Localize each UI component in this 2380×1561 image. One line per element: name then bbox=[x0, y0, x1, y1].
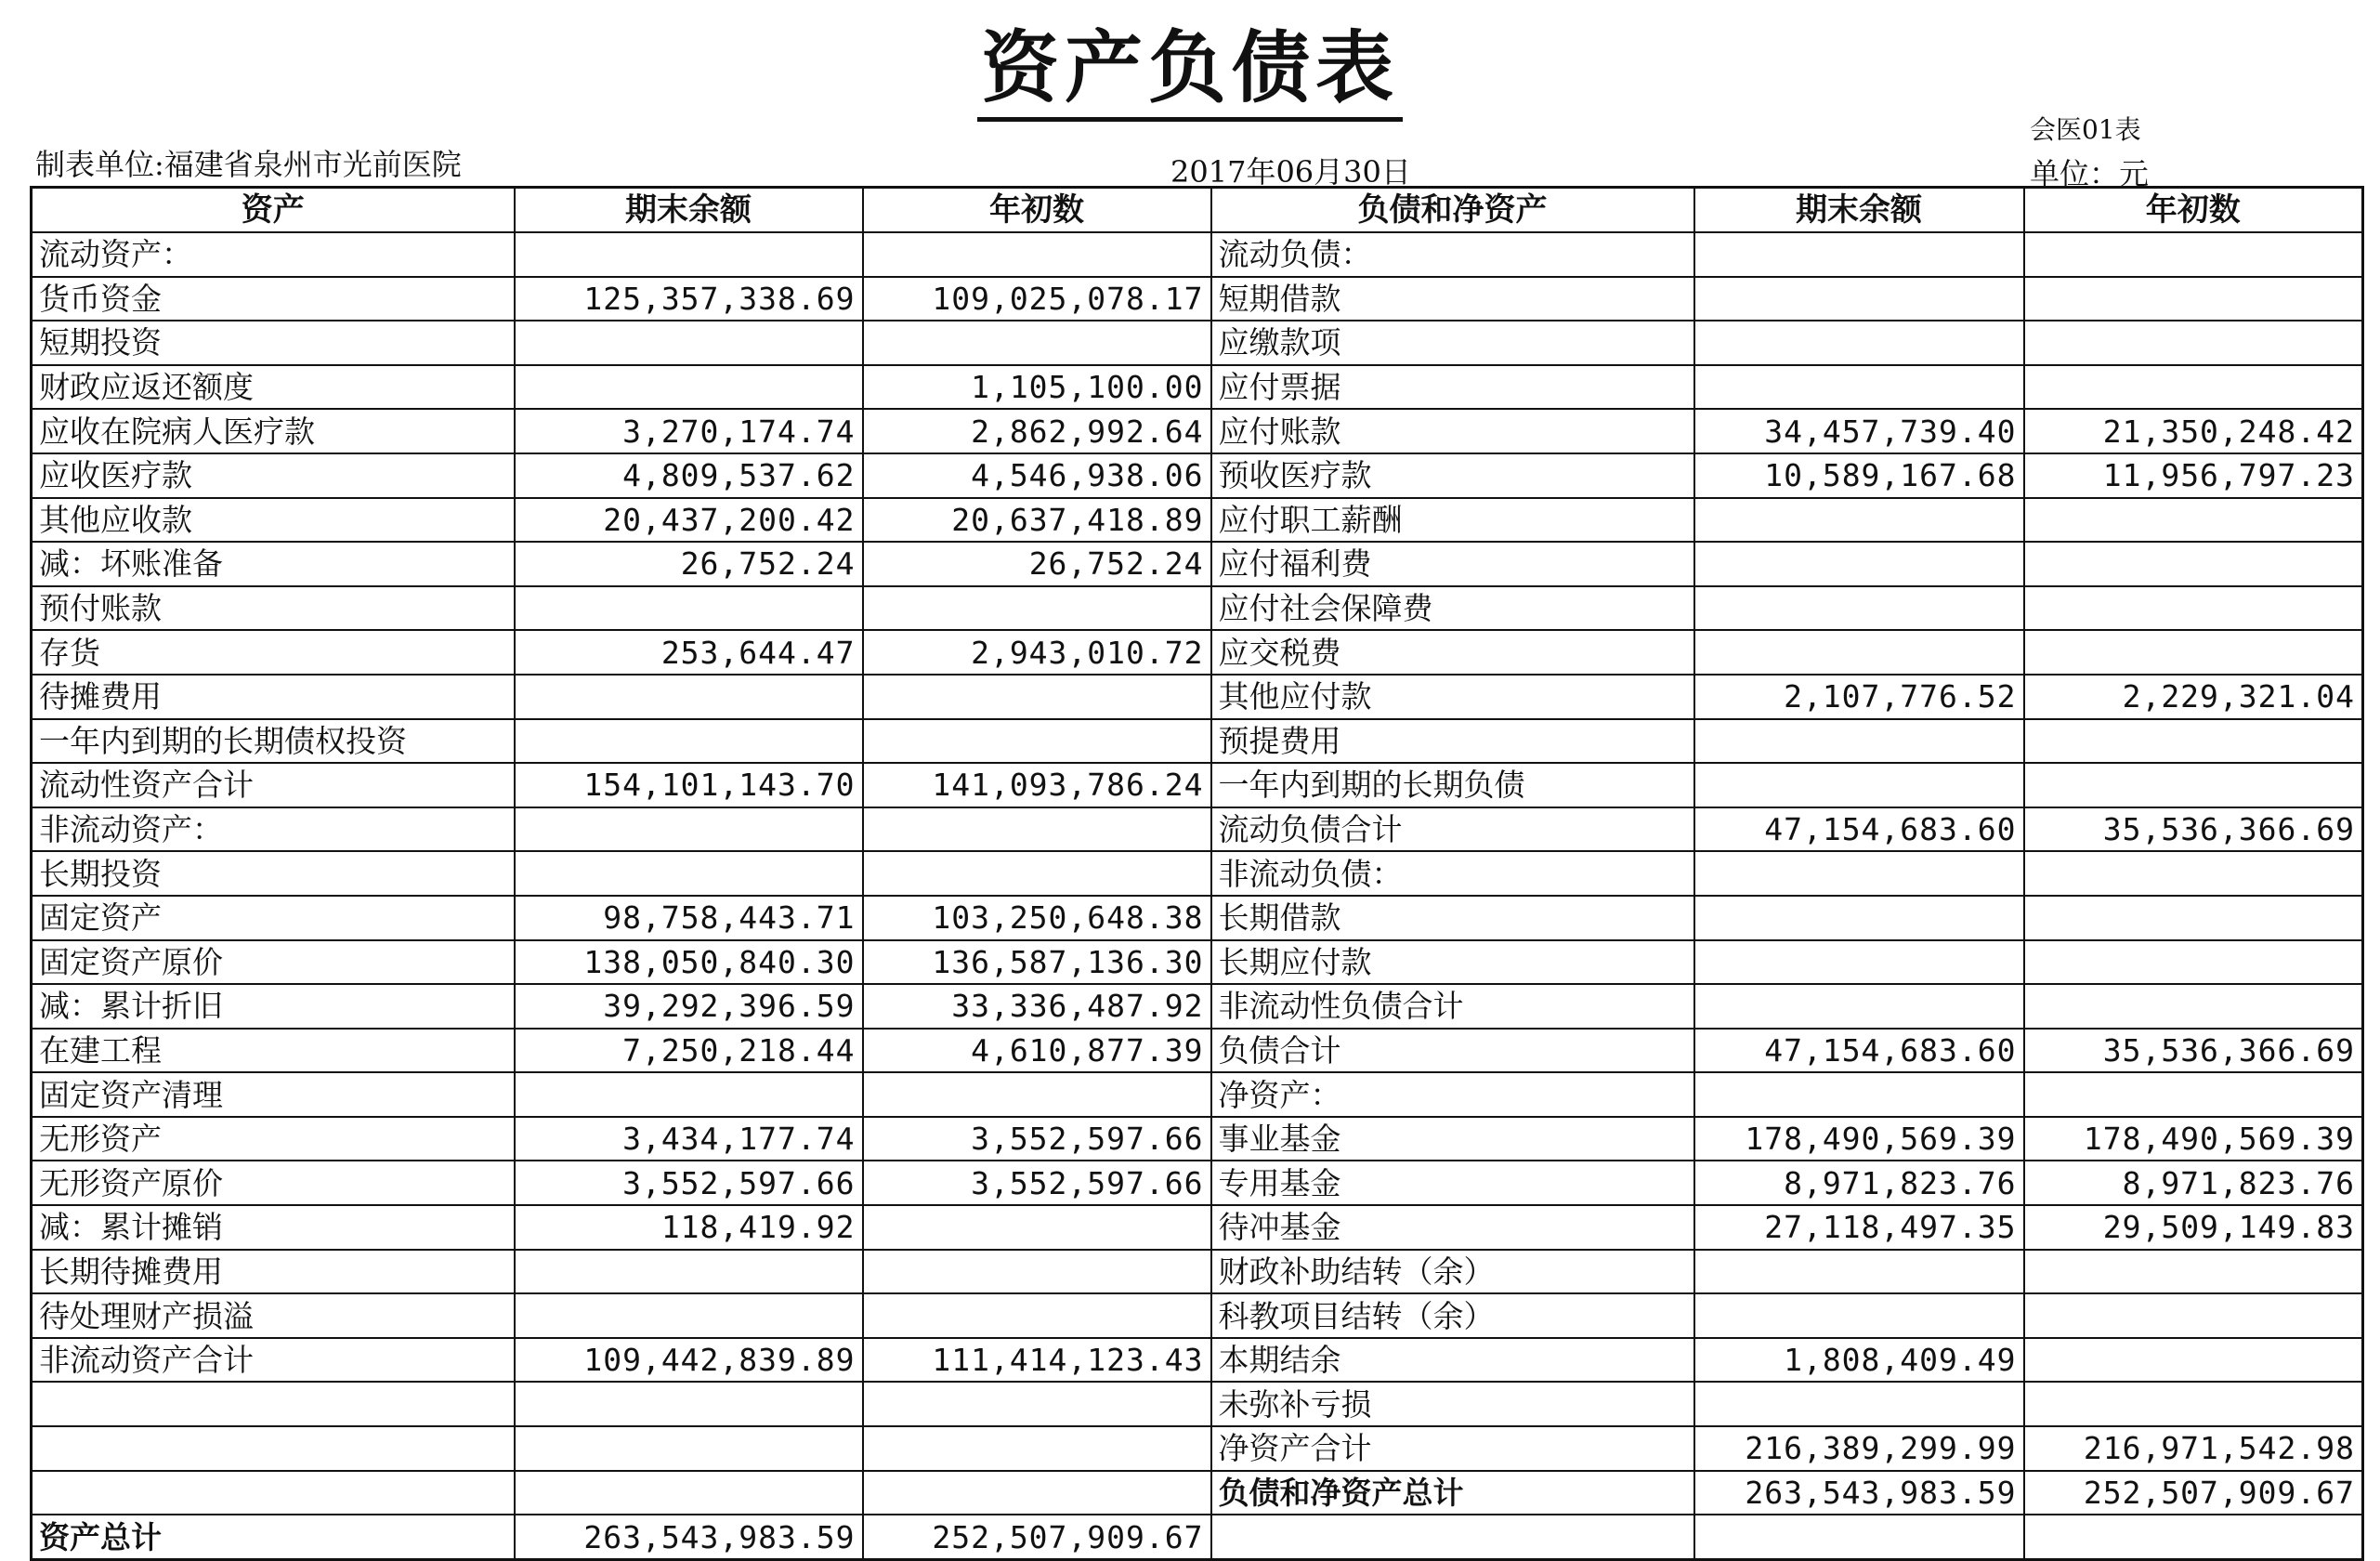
liability-label: 应付账款 bbox=[1211, 409, 1694, 453]
liability-label: 未弥补亏损 bbox=[1211, 1382, 1694, 1426]
asset-begin-balance bbox=[863, 719, 1211, 764]
liability-begin-balance bbox=[2024, 1338, 2363, 1383]
liability-label: 应缴款项 bbox=[1211, 321, 1694, 365]
liability-end-balance: 263,543,983.59 bbox=[1694, 1471, 2024, 1515]
liability-begin-balance bbox=[2024, 1382, 2363, 1426]
asset-begin-balance bbox=[863, 1072, 1211, 1117]
liability-end-balance bbox=[1694, 851, 2024, 896]
asset-begin-balance bbox=[863, 232, 1211, 277]
asset-end-balance bbox=[515, 1382, 863, 1426]
asset-label: 短期投资 bbox=[32, 321, 515, 365]
asset-label: 应收在院病人医疗款 bbox=[32, 409, 515, 453]
table-row bbox=[32, 453, 2363, 498]
asset-end-balance bbox=[515, 321, 863, 365]
asset-begin-balance bbox=[863, 851, 1211, 896]
asset-end-balance: 20,437,200.42 bbox=[515, 498, 863, 543]
asset-end-balance: 263,543,983.59 bbox=[515, 1515, 863, 1559]
liability-label: 其他应付款 bbox=[1211, 675, 1694, 719]
document-title: 资产负债表 bbox=[0, 6, 2380, 118]
table-row bbox=[32, 1426, 2363, 1471]
asset-label: 在建工程 bbox=[32, 1029, 515, 1073]
liability-label: 长期应付款 bbox=[1211, 940, 1694, 985]
asset-end-balance bbox=[515, 675, 863, 719]
table-row bbox=[32, 321, 2363, 365]
asset-begin-balance: 2,862,992.64 bbox=[863, 409, 1211, 453]
table-row bbox=[32, 542, 2363, 586]
liability-label: 待冲基金 bbox=[1211, 1205, 1694, 1250]
liability-end-balance: 216,389,299.99 bbox=[1694, 1426, 2024, 1471]
asset-label: 流动性资产合计 bbox=[32, 763, 515, 807]
table-row bbox=[32, 1205, 2363, 1250]
liability-end-balance: 47,154,683.60 bbox=[1694, 1029, 2024, 1073]
asset-end-balance bbox=[515, 365, 863, 410]
header-liabilities: 负债和净资产 bbox=[1211, 188, 1694, 233]
liability-end-balance bbox=[1694, 1250, 2024, 1294]
header-end-balance: 期末余额 bbox=[515, 188, 863, 233]
liability-end-balance bbox=[1694, 277, 2024, 321]
asset-end-balance: 4,809,537.62 bbox=[515, 453, 863, 498]
asset-begin-balance: 2,943,010.72 bbox=[863, 630, 1211, 675]
asset-label: 减：累计摊销 bbox=[32, 1205, 515, 1250]
asset-end-balance: 3,270,174.74 bbox=[515, 409, 863, 453]
asset-end-balance: 125,357,338.69 bbox=[515, 277, 863, 321]
asset-begin-balance bbox=[863, 1471, 1211, 1515]
liability-begin-balance bbox=[2024, 365, 2363, 410]
asset-begin-balance: 33,336,487.92 bbox=[863, 984, 1211, 1029]
asset-label: 待摊费用 bbox=[32, 675, 515, 719]
table-row bbox=[32, 719, 2363, 764]
asset-begin-balance: 111,414,123.43 bbox=[863, 1338, 1211, 1383]
liability-label: 应交税费 bbox=[1211, 630, 1694, 675]
report-date: 2017年06月30日 bbox=[1170, 154, 1411, 190]
asset-end-balance bbox=[515, 719, 863, 764]
asset-end-balance: 7,250,218.44 bbox=[515, 1029, 863, 1073]
liability-end-balance bbox=[1694, 719, 2024, 764]
liability-end-balance bbox=[1694, 1382, 2024, 1426]
liability-begin-balance bbox=[2024, 719, 2363, 764]
header-begin-balance-liab: 年初数 bbox=[2024, 188, 2363, 233]
liability-label: 应付福利费 bbox=[1211, 542, 1694, 586]
asset-end-balance bbox=[515, 1250, 863, 1294]
asset-end-balance bbox=[515, 232, 863, 277]
liability-label: 财政补助结转（余） bbox=[1211, 1250, 1694, 1294]
table-row bbox=[32, 851, 2363, 896]
table-row bbox=[32, 1382, 2363, 1426]
asset-begin-balance: 3,552,597.66 bbox=[863, 1117, 1211, 1161]
liability-begin-balance: 11,956,797.23 bbox=[2024, 453, 2363, 498]
asset-label: 无形资产 bbox=[32, 1117, 515, 1161]
liability-begin-balance bbox=[2024, 321, 2363, 365]
liability-end-balance: 178,490,569.39 bbox=[1694, 1117, 2024, 1161]
table-row bbox=[32, 940, 2363, 985]
liability-begin-balance bbox=[2024, 1293, 2363, 1338]
liability-label: 本期结余 bbox=[1211, 1338, 1694, 1383]
asset-end-balance: 138,050,840.30 bbox=[515, 940, 863, 985]
table-row bbox=[32, 807, 2363, 852]
liability-end-balance bbox=[1694, 321, 2024, 365]
asset-label: 减：累计折旧 bbox=[32, 984, 515, 1029]
asset-label: 财政应返还额度 bbox=[32, 365, 515, 410]
liability-end-balance bbox=[1694, 542, 2024, 586]
liability-end-balance bbox=[1694, 984, 2024, 1029]
liability-begin-balance bbox=[2024, 232, 2363, 277]
liability-begin-balance bbox=[2024, 1515, 2363, 1559]
header-assets: 资产 bbox=[32, 188, 515, 233]
liability-end-balance bbox=[1694, 232, 2024, 277]
liability-label: 长期借款 bbox=[1211, 896, 1694, 940]
liability-label: 非流动负债： bbox=[1211, 851, 1694, 896]
asset-label: 无形资产原价 bbox=[32, 1161, 515, 1205]
liability-begin-balance bbox=[2024, 763, 2363, 807]
asset-begin-balance: 141,093,786.24 bbox=[863, 763, 1211, 807]
table-row bbox=[32, 1072, 2363, 1117]
asset-label: 流动资产： bbox=[32, 232, 515, 277]
asset-label: 长期投资 bbox=[32, 851, 515, 896]
liability-begin-balance: 35,536,366.69 bbox=[2024, 1029, 2363, 1073]
liability-begin-balance: 178,490,569.39 bbox=[2024, 1117, 2363, 1161]
asset-end-balance: 3,434,177.74 bbox=[515, 1117, 863, 1161]
currency-unit: 单位：元 bbox=[2030, 156, 2150, 191]
liability-begin-balance: 8,971,823.76 bbox=[2024, 1161, 2363, 1205]
asset-end-balance bbox=[515, 1471, 863, 1515]
table-row bbox=[32, 1293, 2363, 1338]
asset-label: 一年内到期的长期债权投资 bbox=[32, 719, 515, 764]
asset-end-balance: 26,752.24 bbox=[515, 542, 863, 586]
liability-label: 负债合计 bbox=[1211, 1029, 1694, 1073]
balance-sheet-table bbox=[30, 186, 2364, 1561]
asset-end-balance: 109,442,839.89 bbox=[515, 1338, 863, 1383]
asset-label: 固定资产 bbox=[32, 896, 515, 940]
liability-label: 一年内到期的长期负债 bbox=[1211, 763, 1694, 807]
liability-label: 科教项目结转（余） bbox=[1211, 1293, 1694, 1338]
liability-end-balance: 10,589,167.68 bbox=[1694, 453, 2024, 498]
asset-begin-balance bbox=[863, 1426, 1211, 1471]
liability-label: 预提费用 bbox=[1211, 719, 1694, 764]
liability-label: 应付票据 bbox=[1211, 365, 1694, 410]
table-row bbox=[32, 1250, 2363, 1294]
asset-label: 非流动资产： bbox=[32, 807, 515, 852]
reporting-organization: 制表单位:福建省泉州市光前医院 bbox=[35, 147, 462, 182]
liability-label: 应付社会保障费 bbox=[1211, 586, 1694, 631]
asset-end-balance: 98,758,443.71 bbox=[515, 896, 863, 940]
liability-end-balance bbox=[1694, 586, 2024, 631]
liability-begin-balance bbox=[2024, 940, 2363, 985]
liability-begin-balance: 216,971,542.98 bbox=[2024, 1426, 2363, 1471]
liability-label: 专用基金 bbox=[1211, 1161, 1694, 1205]
liability-label: 净资产合计 bbox=[1211, 1426, 1694, 1471]
asset-label: 长期待摊费用 bbox=[32, 1250, 515, 1294]
asset-label: 货币资金 bbox=[32, 277, 515, 321]
asset-begin-balance bbox=[863, 586, 1211, 631]
liability-begin-balance bbox=[2024, 542, 2363, 586]
asset-end-balance bbox=[515, 586, 863, 631]
liability-label: 应付职工薪酬 bbox=[1211, 498, 1694, 543]
table-row bbox=[32, 365, 2363, 410]
asset-end-balance bbox=[515, 851, 863, 896]
asset-end-balance: 118,419.92 bbox=[515, 1205, 863, 1250]
liability-end-balance bbox=[1694, 365, 2024, 410]
asset-end-balance bbox=[515, 1293, 863, 1338]
liability-begin-balance: 29,509,149.83 bbox=[2024, 1205, 2363, 1250]
form-code: 会医01表 bbox=[2030, 114, 2141, 145]
liability-begin-balance bbox=[2024, 851, 2363, 896]
asset-label bbox=[32, 1426, 515, 1471]
liability-end-balance bbox=[1694, 1072, 2024, 1117]
asset-end-balance: 154,101,143.70 bbox=[515, 763, 863, 807]
liability-end-balance bbox=[1694, 630, 2024, 675]
liability-begin-balance bbox=[2024, 498, 2363, 543]
asset-begin-balance bbox=[863, 1205, 1211, 1250]
asset-begin-balance bbox=[863, 1250, 1211, 1294]
table-row bbox=[32, 498, 2363, 543]
liability-begin-balance: 2,229,321.04 bbox=[2024, 675, 2363, 719]
liability-label: 流动负债合计 bbox=[1211, 807, 1694, 852]
table-row bbox=[32, 896, 2363, 940]
liability-end-balance: 47,154,683.60 bbox=[1694, 807, 2024, 852]
table-row bbox=[32, 1117, 2363, 1161]
liability-end-balance bbox=[1694, 763, 2024, 807]
liability-begin-balance: 252,507,909.67 bbox=[2024, 1471, 2363, 1515]
header-row bbox=[32, 188, 2363, 233]
table-row bbox=[32, 1471, 2363, 1515]
asset-begin-balance: 4,546,938.06 bbox=[863, 453, 1211, 498]
liability-label: 短期借款 bbox=[1211, 277, 1694, 321]
asset-end-balance bbox=[515, 1426, 863, 1471]
asset-label: 预付账款 bbox=[32, 586, 515, 631]
liability-end-balance: 27,118,497.35 bbox=[1694, 1205, 2024, 1250]
liability-begin-balance bbox=[2024, 984, 2363, 1029]
table-row bbox=[32, 1515, 2363, 1559]
liability-begin-balance bbox=[2024, 1072, 2363, 1117]
table-row bbox=[32, 1338, 2363, 1383]
table-row bbox=[32, 630, 2363, 675]
asset-begin-balance bbox=[863, 1382, 1211, 1426]
asset-begin-balance: 103,250,648.38 bbox=[863, 896, 1211, 940]
asset-begin-balance: 136,587,136.30 bbox=[863, 940, 1211, 985]
asset-begin-balance bbox=[863, 1293, 1211, 1338]
table-row bbox=[32, 984, 2363, 1029]
asset-label: 待处理财产损溢 bbox=[32, 1293, 515, 1338]
asset-label: 其他应收款 bbox=[32, 498, 515, 543]
asset-label bbox=[32, 1471, 515, 1515]
table-row bbox=[32, 232, 2363, 277]
asset-begin-balance: 20,637,418.89 bbox=[863, 498, 1211, 543]
liability-end-balance: 1,808,409.49 bbox=[1694, 1338, 2024, 1383]
asset-label: 资产总计 bbox=[32, 1515, 515, 1559]
asset-label: 存货 bbox=[32, 630, 515, 675]
liability-begin-balance bbox=[2024, 896, 2363, 940]
asset-begin-balance bbox=[863, 675, 1211, 719]
asset-begin-balance: 252,507,909.67 bbox=[863, 1515, 1211, 1559]
liability-label bbox=[1211, 1515, 1694, 1559]
asset-label: 非流动资产合计 bbox=[32, 1338, 515, 1383]
liability-label: 流动负债： bbox=[1211, 232, 1694, 277]
liability-begin-balance bbox=[2024, 630, 2363, 675]
liability-end-balance bbox=[1694, 1515, 2024, 1559]
asset-begin-balance: 109,025,078.17 bbox=[863, 277, 1211, 321]
liability-end-balance: 8,971,823.76 bbox=[1694, 1161, 2024, 1205]
table-row bbox=[32, 763, 2363, 807]
asset-end-balance bbox=[515, 1072, 863, 1117]
liability-label: 净资产： bbox=[1211, 1072, 1694, 1117]
asset-begin-balance bbox=[863, 321, 1211, 365]
asset-end-balance: 3,552,597.66 bbox=[515, 1161, 863, 1205]
liability-begin-balance bbox=[2024, 1250, 2363, 1294]
table-body bbox=[32, 232, 2363, 1559]
liability-begin-balance bbox=[2024, 586, 2363, 631]
asset-begin-balance: 4,610,877.39 bbox=[863, 1029, 1211, 1073]
liability-begin-balance: 35,536,366.69 bbox=[2024, 807, 2363, 852]
liability-end-balance bbox=[1694, 940, 2024, 985]
asset-end-balance: 253,644.47 bbox=[515, 630, 863, 675]
liability-label: 负债和净资产总计 bbox=[1211, 1471, 1694, 1515]
table-row bbox=[32, 586, 2363, 631]
table-row bbox=[32, 675, 2363, 719]
table-row bbox=[32, 409, 2363, 453]
liability-end-balance bbox=[1694, 896, 2024, 940]
liability-end-balance: 2,107,776.52 bbox=[1694, 675, 2024, 719]
asset-label: 应收医疗款 bbox=[32, 453, 515, 498]
liability-label: 非流动性负债合计 bbox=[1211, 984, 1694, 1029]
asset-begin-balance: 3,552,597.66 bbox=[863, 1161, 1211, 1205]
header-end-balance-liab: 期末余额 bbox=[1694, 188, 2024, 233]
liability-begin-balance: 21,350,248.42 bbox=[2024, 409, 2363, 453]
asset-end-balance: 39,292,396.59 bbox=[515, 984, 863, 1029]
liability-end-balance bbox=[1694, 1293, 2024, 1338]
asset-begin-balance: 26,752.24 bbox=[863, 542, 1211, 586]
liability-end-balance: 34,457,739.40 bbox=[1694, 409, 2024, 453]
table-row bbox=[32, 277, 2363, 321]
asset-begin-balance: 1,105,100.00 bbox=[863, 365, 1211, 410]
asset-label: 减：坏账准备 bbox=[32, 542, 515, 586]
header-begin-balance: 年初数 bbox=[863, 188, 1211, 233]
asset-label bbox=[32, 1382, 515, 1426]
liability-label: 预收医疗款 bbox=[1211, 453, 1694, 498]
liability-label: 事业基金 bbox=[1211, 1117, 1694, 1161]
table-row bbox=[32, 1029, 2363, 1073]
asset-label: 固定资产原价 bbox=[32, 940, 515, 985]
liability-begin-balance bbox=[2024, 277, 2363, 321]
asset-begin-balance bbox=[863, 807, 1211, 852]
table-row bbox=[32, 1161, 2363, 1205]
asset-end-balance bbox=[515, 807, 863, 852]
liability-end-balance bbox=[1694, 498, 2024, 543]
asset-label: 固定资产清理 bbox=[32, 1072, 515, 1117]
